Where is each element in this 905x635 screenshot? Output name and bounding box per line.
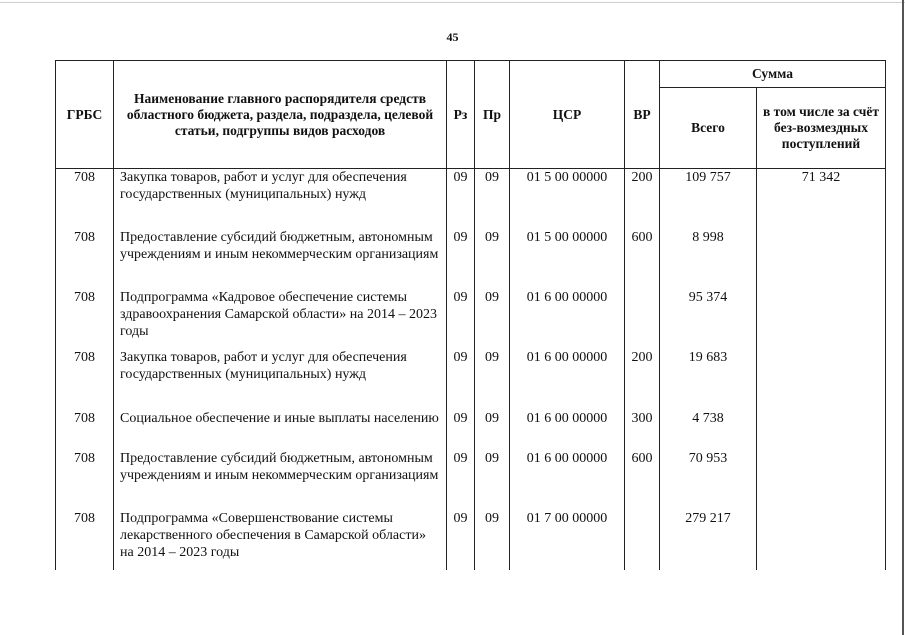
cell-name: Подпрограмма «Совершенствование системы лекарственного обеспечения в Самарской области» на 2014 – 2023 годы: [114, 510, 447, 570]
cell-pr: 09: [475, 450, 510, 510]
cell-incl: [757, 229, 886, 289]
cell-pr: 09: [475, 229, 510, 289]
header-rz: Рз: [447, 61, 475, 169]
cell-rz: 09: [447, 450, 475, 510]
table-row: [56, 349, 886, 410]
header-grbs: ГРБС: [56, 61, 114, 169]
table-body: [56, 169, 886, 570]
cell-grbs: 708: [56, 450, 114, 510]
header-csr: ЦСР: [510, 61, 625, 169]
cell-total: 109 757: [660, 169, 757, 229]
cell-csr: 01 6 00 00000: [510, 450, 625, 510]
cell-total: 279 217: [660, 510, 757, 570]
header-sum: Сумма: [660, 61, 886, 88]
cell-grbs: 708: [56, 229, 114, 289]
table-row: [56, 510, 886, 570]
cell-total: 95 374: [660, 289, 757, 349]
header-row-1: [56, 61, 886, 88]
cell-incl: [757, 410, 886, 450]
cell-csr: 01 5 00 00000: [510, 169, 625, 229]
top-rule: [0, 2, 905, 3]
cell-grbs: 708: [56, 289, 114, 349]
table-row: [56, 410, 886, 450]
cell-incl: 71 342: [757, 169, 886, 229]
cell-vr: 200: [625, 169, 660, 229]
table-row: [56, 289, 886, 349]
header-vr: ВР: [625, 61, 660, 169]
table-row: [56, 229, 886, 289]
header-total: Всего: [660, 88, 757, 169]
page-number: 45: [446, 30, 459, 44]
cell-csr: 01 6 00 00000: [510, 349, 625, 410]
cell-name: Социальное обеспечение и иные выплаты населению: [114, 410, 447, 450]
budget-table: [55, 60, 886, 570]
cell-vr: 200: [625, 349, 660, 410]
cell-grbs: 708: [56, 510, 114, 570]
cell-pr: 09: [475, 289, 510, 349]
cell-rz: 09: [447, 410, 475, 450]
cell-csr: 01 5 00 00000: [510, 229, 625, 289]
cell-incl: [757, 349, 886, 410]
cell-rz: 09: [447, 289, 475, 349]
cell-total: 19 683: [660, 349, 757, 410]
cell-name: Предоставление субсидий бюджетным, автономным учреждениям и иным некоммерческим организациям: [114, 229, 447, 289]
cell-incl: [757, 289, 886, 349]
cell-pr: 09: [475, 510, 510, 570]
cell-incl: [757, 510, 886, 570]
header-pr: Пр: [475, 61, 510, 169]
cell-total: 8 998: [660, 229, 757, 289]
cell-incl: [757, 450, 886, 510]
cell-vr: 300: [625, 410, 660, 450]
right-rule: [902, 0, 904, 635]
cell-csr: 01 6 00 00000: [510, 289, 625, 349]
header-incl: в том числе за счёт без-возмездных поступлений: [757, 88, 886, 169]
cell-grbs: 708: [56, 169, 114, 229]
cell-total: 70 953: [660, 450, 757, 510]
cell-rz: 09: [447, 169, 475, 229]
cell-pr: 09: [475, 169, 510, 229]
cell-vr: [625, 510, 660, 570]
cell-csr: 01 7 00 00000: [510, 510, 625, 570]
cell-name: Подпрограмма «Кадровое обеспечение системы здравоохранения Самарской области» на 2014 – 2023 годы: [114, 289, 447, 349]
cell-pr: 09: [475, 410, 510, 450]
cell-vr: 600: [625, 229, 660, 289]
cell-rz: 09: [447, 229, 475, 289]
cell-name: Закупка товаров, работ и услуг для обеспечения государственных (муниципальных) нужд: [114, 349, 447, 410]
cell-rz: 09: [447, 349, 475, 410]
cell-csr: 01 6 00 00000: [510, 410, 625, 450]
cell-vr: [625, 289, 660, 349]
cell-vr: 600: [625, 450, 660, 510]
table-row: [56, 450, 886, 510]
cell-grbs: 708: [56, 410, 114, 450]
cell-rz: 09: [447, 510, 475, 570]
cell-grbs: 708: [56, 349, 114, 410]
cell-name: Предоставление субсидий бюджетным, автономным учреждениям и иным некоммерческим организациям: [114, 450, 447, 510]
table-row: [56, 169, 886, 229]
cell-total: 4 738: [660, 410, 757, 450]
cell-pr: 09: [475, 349, 510, 410]
cell-name: Закупка товаров, работ и услуг для обеспечения государственных (муниципальных) нужд: [114, 169, 447, 229]
header-name: Наименование главного распорядителя средств областного бюджета, раздела, подраздела, целевой статьи, подгруппы видов расходов: [114, 61, 447, 169]
